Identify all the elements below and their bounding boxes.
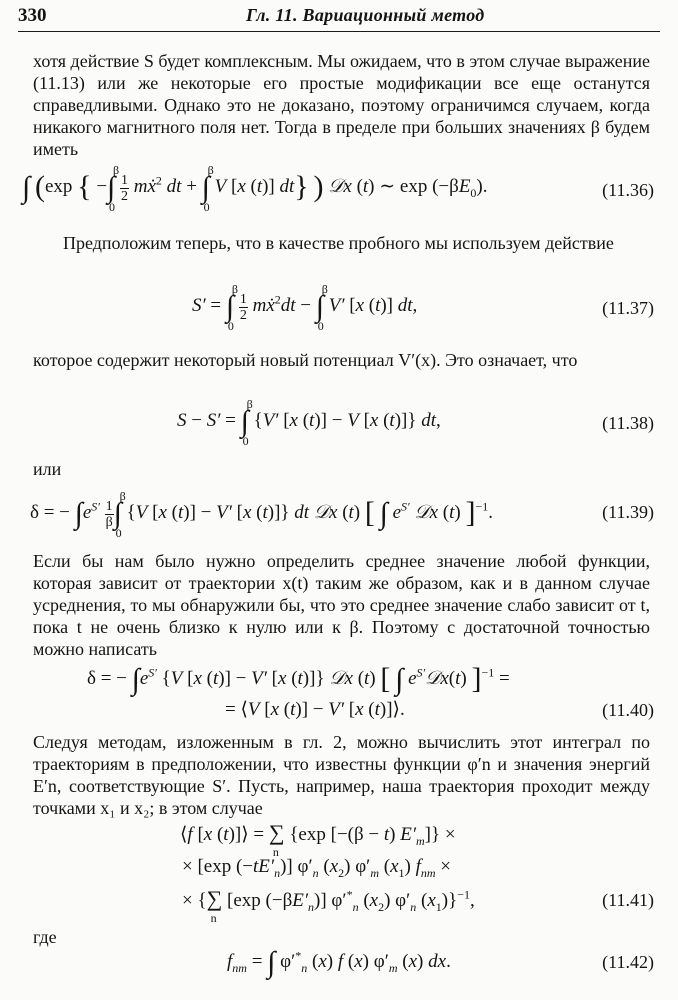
paragraph-3: которое содержит некоторый новый потенциал V′(x). Это означает, что — [33, 350, 578, 370]
equation-11-37 — [22, 280, 654, 340]
equation-number: (11.41) — [602, 890, 654, 910]
paragraph-2: Предположим теперь, что в качестве пробного мы используем действие — [63, 233, 614, 253]
header-rule — [18, 31, 660, 32]
page-number: 330 — [18, 5, 47, 26]
page-header — [18, 3, 660, 29]
paragraph-4: или — [33, 459, 62, 479]
equation-11-42-body: $f_{nm}$ = ∫ $\varphi'^*_n$ (x) f (x) $\varphi'_m$ (x) dx. — [227, 946, 451, 979]
equation-11-39-body: δ = − $\int e^{S'}$ $\frac{1}{\beta}$ ∫ β 0 {V [x (t)] − V′ [x (t)]} dt 𝒟x (t) [ ∫ $e^{S'}$ 𝒟x (t) ]$^{-1}$. — [30, 489, 493, 540]
equation-number: (11.42) — [602, 952, 654, 972]
paragraph-1: хотя действие S будет комплексным. Мы ожидаем, что в этом случае выражение (11.13) или же некоторые его простые модификации все еще останутся справедливыми. Однако это не доказано, поэтому ограничимся случаем, когда никакого магнитного поля нет. Тогда в пределе при больших значениях β будем иметь — [33, 51, 650, 159]
paragraph-5: Если бы нам было нужно определить среднее значение любой функции, которая зависит от траектории x(t) таким же образом, как и в данном случае усреднения, то мы обнаружили бы, что это среднее значение слабо зависит от t, пока t не очень близко к нулю или к β. Поэтому с достаточной точностью можно написать — [33, 551, 650, 659]
equation-number: (11.37) — [602, 298, 654, 318]
equation-11-39 — [22, 484, 654, 544]
equation-number: (11.40) — [602, 700, 654, 720]
paragraph-6: Следуя методам, изложенным в гл. 2, можно вычислить этот интеграл по траекториям в предположении, что известны функции φ′n и значения энергий E′n, соответствующие S′. Пусть, например, наша траектория проходит между точками x₁ и x₂; в этом случае — [33, 732, 650, 818]
equation-11-37-body: S′ = ∫ β 0 $\frac{1}{2}$ mẋ$^2$dt − ∫ β 0 V′ [x (t)] dt, — [192, 282, 418, 333]
equation-11-41-line3: × {∑ n [exp $(-\beta E'_n)$] $\varphi'^*_n$ $(x_2)$ $\varphi'_n$ $(x_1)\}^{-1}$, — [182, 886, 475, 925]
equation-11-38-body: S − S′ = ∫ β 0 {V′ [x (t)] − V [x (t)]} dt, — [177, 397, 441, 448]
equation-11-42 — [22, 946, 654, 986]
equation-number: (11.39) — [602, 502, 654, 522]
paragraph-7: где — [33, 927, 57, 947]
equation-number: (11.38) — [602, 413, 654, 433]
equation-11-38 — [22, 395, 654, 455]
equation-11-36 — [22, 162, 654, 218]
equation-11-41-line1: ⟨f [x (t)]⟩ = ∑ n {exp [−(β − t) $E'_m$]} × — [180, 820, 456, 859]
running-title: Гл. 11. Вариационный метод — [246, 5, 485, 25]
equation-11-40-line2: = ⟨V [x (t)] − V′ [x (t)]⟩. — [225, 699, 405, 720]
equation-11-40-line1: δ = − $\int e^{S'}$ {V [x (t)] − V′ [x (t)]} 𝒟x (t) [ ∫ $e^{S'}𝒟x(t) ]^{-1}$ = — [87, 662, 510, 696]
equation-11-36-body: ∫ (exp { −∫ β 0 $\frac{1}{2}$ mẋ$^2$ dt + ∫ β 0 V [x (t)] dt} ) 𝒟x (t) ∼ $\exp (-\beta E_0)$. — [22, 163, 488, 214]
equation-11-41 — [22, 816, 654, 925]
equation-11-40 — [22, 662, 654, 722]
equation-number: (11.36) — [602, 180, 654, 200]
equation-11-41-line2: × [exp $(-tE'_n)$] $\varphi'_n$ $(x_2)$ $\varphi'_m$ $(x_1) f_{nm}$ × — [182, 856, 452, 880]
